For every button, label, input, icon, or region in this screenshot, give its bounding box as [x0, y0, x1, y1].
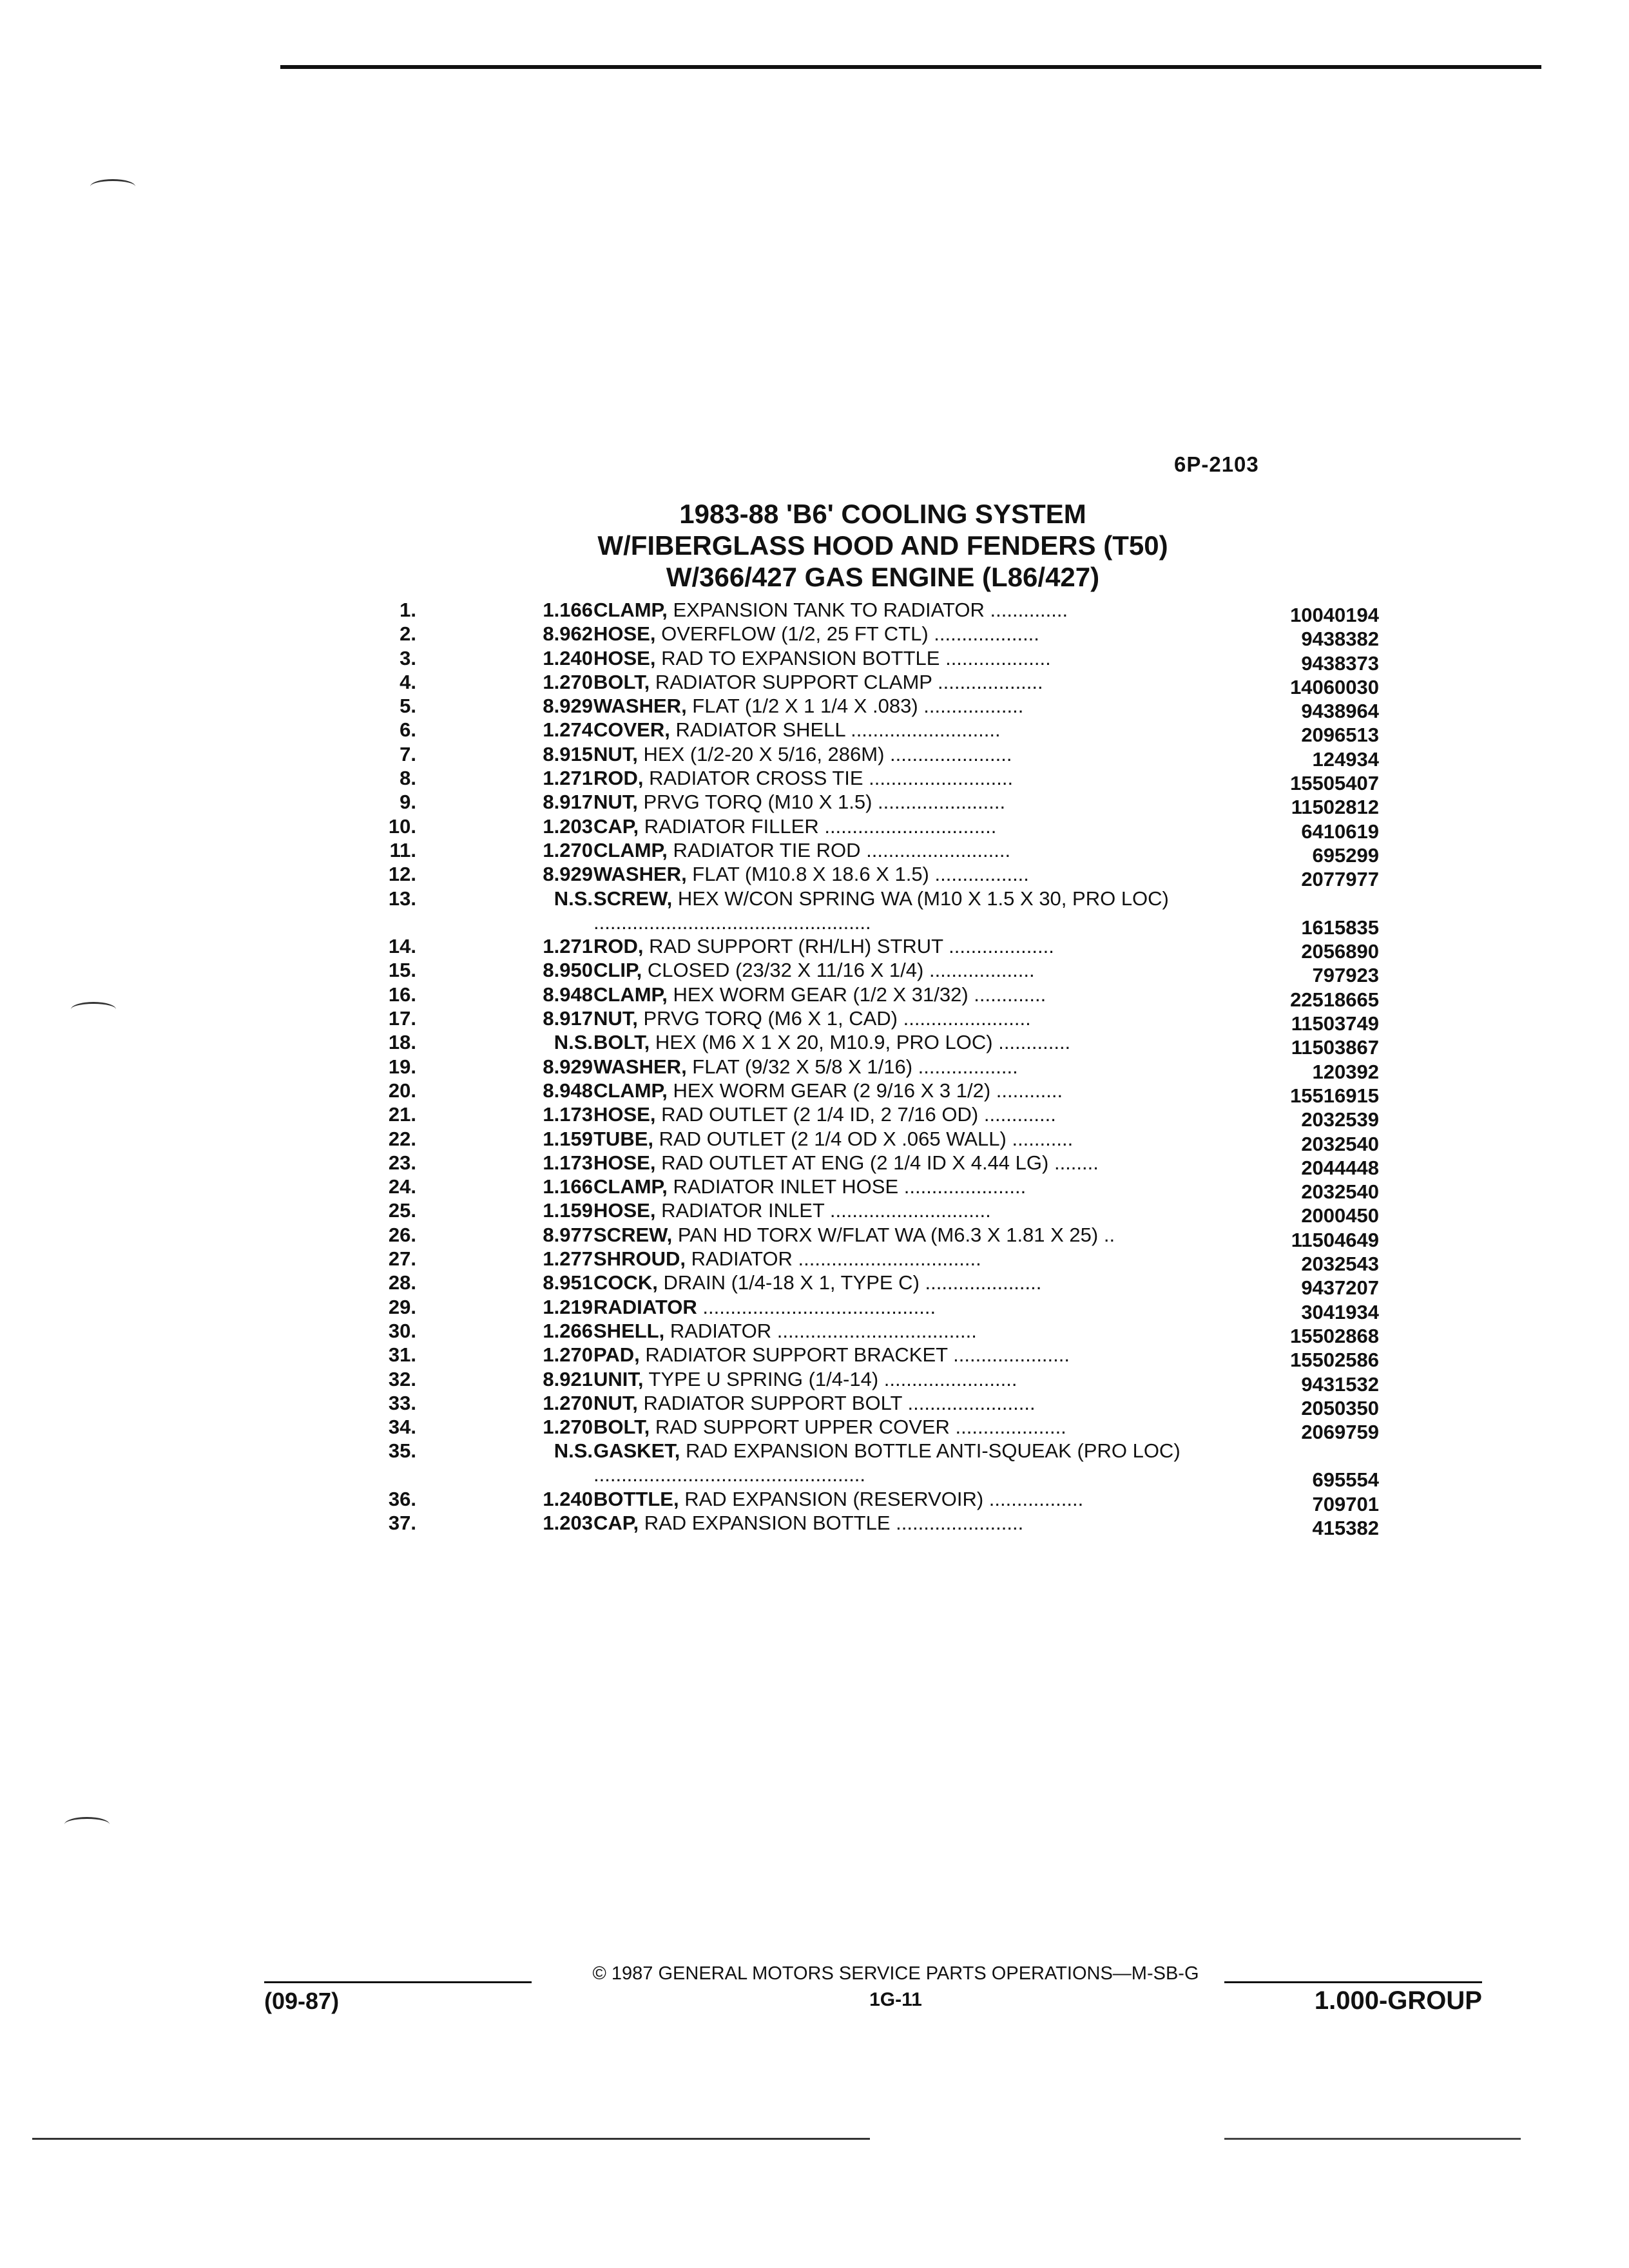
- group-number: 8.929: [543, 1055, 593, 1078]
- part-detail: PRVG TORQ (M6 X 1, CAD) .......................: [637, 1007, 1031, 1030]
- list-item: [361, 958, 1379, 987]
- part-detail: FLAT (9/32 X 5/8 X 1/16) ..................: [686, 1055, 1018, 1078]
- footer-group: 1.000-GROUP: [1314, 1986, 1482, 2015]
- list-item: [361, 1223, 1379, 1251]
- item-number: 3.: [400, 646, 416, 669]
- part-description: [593, 1030, 1238, 1054]
- list-item: [361, 814, 1379, 843]
- item-number: 17.: [388, 1007, 416, 1030]
- item-number: 34.: [388, 1416, 416, 1439]
- part-description: [593, 1391, 1238, 1415]
- part-name: CLIP,: [593, 959, 642, 982]
- group-number: 1.270: [543, 1391, 593, 1414]
- part-description: [593, 790, 1238, 814]
- item-number: 31.: [388, 1343, 416, 1367]
- part-number: 14060030: [1290, 675, 1379, 698]
- list-item: [361, 622, 1379, 651]
- part-description: [593, 1295, 1238, 1319]
- part-number: 9438382: [1301, 628, 1379, 651]
- list-item: [361, 1391, 1379, 1419]
- part-name: HOSE,: [593, 1151, 656, 1174]
- item-number: 14.: [388, 935, 416, 958]
- part-description: [593, 1102, 1238, 1126]
- group-number: 1.166: [543, 599, 593, 621]
- list-item: [361, 887, 1379, 939]
- item-number: 32.: [388, 1367, 416, 1390]
- item-number: 11.: [389, 838, 416, 861]
- item-number: 33.: [388, 1391, 416, 1414]
- page-title-line-3: W/366/427 GAS ENGINE (L86/427): [666, 562, 1100, 592]
- part-number: 2056890: [1301, 940, 1379, 963]
- list-item: [361, 1439, 1379, 1492]
- part-detail: RADIATOR FILLER ...............................: [639, 814, 997, 838]
- item-number: 10.: [388, 814, 416, 838]
- list-item: [361, 646, 1379, 675]
- part-detail: CLOSED (23/32 X 11/16 X 1/4) ...................: [642, 959, 1035, 982]
- part-number: 797923: [1312, 964, 1379, 987]
- part-number: 15505407: [1290, 772, 1379, 795]
- item-number: 29.: [388, 1295, 416, 1318]
- part-number: 415382: [1312, 1517, 1379, 1540]
- list-item: [361, 1295, 1379, 1323]
- part-number: 11503749: [1291, 1012, 1379, 1035]
- group-number: N.S.: [554, 887, 593, 910]
- part-detail: RAD OUTLET AT ENG (2 1/4 ID X 4.44 LG) ........: [655, 1151, 1099, 1174]
- group-number: 1.274: [543, 718, 593, 742]
- item-number: 19.: [388, 1055, 416, 1078]
- item-number: 27.: [388, 1247, 416, 1271]
- part-detail: RAD EXPANSION BOTTLE .......................: [639, 1512, 1024, 1535]
- page-title-line-1: 1983-88 'B6' COOLING SYSTEM: [679, 499, 1086, 529]
- part-description: [593, 887, 1238, 934]
- part-detail: RADIATOR ....................................: [664, 1319, 977, 1342]
- list-item: [361, 1127, 1379, 1155]
- group-number: 1.159: [543, 1199, 593, 1222]
- list-item: [361, 838, 1379, 867]
- part-detail: RAD EXPANSION (RESERVOIR) .................: [679, 1487, 1084, 1510]
- part-number: 709701: [1312, 1492, 1379, 1515]
- list-item: [361, 1102, 1379, 1131]
- list-item: [361, 694, 1379, 723]
- part-detail: RADIATOR SUPPORT CLAMP ...................: [650, 670, 1043, 693]
- bottom-rule-right: [1224, 2138, 1521, 2140]
- group-number: 1.219: [543, 1295, 593, 1318]
- group-number: 1.166: [543, 1175, 593, 1198]
- group-number: 1.240: [543, 646, 593, 669]
- list-item: [361, 862, 1379, 891]
- list-item: [361, 1006, 1379, 1035]
- part-number: 11502812: [1291, 796, 1379, 819]
- part-description: [593, 1271, 1238, 1294]
- group-number: 1.173: [543, 1151, 593, 1174]
- group-number: 8.948: [543, 983, 593, 1006]
- list-item: [361, 1079, 1379, 1107]
- part-description: [593, 1055, 1238, 1079]
- part-description: [593, 958, 1238, 982]
- part-number: 22518665: [1290, 988, 1379, 1011]
- part-detail: RADIATOR SUPPORT BOLT .......................: [637, 1391, 1036, 1414]
- item-number: 8.: [400, 767, 416, 790]
- group-number: 1.203: [543, 814, 593, 838]
- part-number: 15502868: [1290, 1324, 1379, 1347]
- part-description: [593, 1415, 1238, 1439]
- part-detail: RADIATOR INLET .............................: [655, 1199, 991, 1222]
- margin-mark: [64, 1817, 110, 1832]
- group-number: 1.270: [543, 670, 593, 693]
- group-number: 1.277: [543, 1247, 593, 1271]
- footer-copyright: © 1987 GENERAL MOTORS SERVICE PARTS OPERATIONS—M-SB-G: [592, 1963, 1199, 1984]
- group-number: 8.951: [543, 1271, 593, 1294]
- item-number: 22.: [388, 1127, 416, 1150]
- part-description: [593, 646, 1238, 670]
- part-name: WASHER,: [593, 863, 687, 886]
- part-detail: RAD EXPANSION BOTTLE ANTI-SQUEAK (PRO LOC) .................................................: [593, 1439, 1181, 1486]
- part-number: 9438964: [1301, 700, 1379, 723]
- bottom-rule: [32, 2138, 870, 2140]
- part-description: [593, 983, 1238, 1006]
- part-description: [593, 934, 1238, 958]
- group-number: 8.962: [543, 622, 593, 646]
- footer-date: (09-87): [264, 1988, 340, 2014]
- group-number: N.S.: [554, 1031, 593, 1054]
- part-description: [593, 718, 1238, 742]
- part-number: 695299: [1312, 843, 1379, 867]
- item-number: 21.: [388, 1103, 416, 1126]
- part-description: [593, 670, 1238, 694]
- item-number: 7.: [400, 742, 416, 765]
- document-number: 6P-2103: [1174, 452, 1259, 476]
- part-number: 2096513: [1301, 724, 1379, 747]
- part-detail: FLAT (1/2 X 1 1/4 X .083) ..................: [686, 695, 1024, 718]
- part-detail: PRVG TORQ (M10 X 1.5) .......................: [637, 791, 1006, 814]
- item-number: 6.: [400, 718, 416, 742]
- footer-rule-right: [1224, 1981, 1482, 1983]
- part-detail: HEX (1/2-20 X 5/16, 286M) ......................: [637, 742, 1012, 765]
- list-item: [361, 1175, 1379, 1204]
- item-number: 23.: [388, 1151, 416, 1174]
- part-number: 10040194: [1290, 604, 1379, 626]
- item-number: 24.: [388, 1175, 416, 1198]
- part-name: UNIT,: [593, 1367, 644, 1390]
- item-number: 26.: [388, 1223, 416, 1246]
- group-number: 1.203: [543, 1512, 593, 1535]
- list-item: [361, 1271, 1379, 1300]
- group-number: 8.977: [543, 1223, 593, 1246]
- part-name: BOLT,: [593, 670, 650, 693]
- item-number: 9.: [400, 791, 416, 814]
- item-number: 16.: [388, 983, 416, 1006]
- part-number: 2000450: [1301, 1204, 1379, 1227]
- parts-list: [361, 598, 1379, 1540]
- part-number: 9431532: [1301, 1372, 1379, 1396]
- part-name: SCREW,: [593, 887, 673, 910]
- part-name: BOLT,: [593, 1031, 650, 1054]
- item-number: 5.: [400, 695, 416, 718]
- part-name: CAP,: [593, 814, 639, 838]
- footer-page-number: 1G-11: [869, 1989, 922, 2010]
- page-title-line-2: W/FIBERGLASS HOOD AND FENDERS (T50): [597, 530, 1168, 561]
- group-number: 8.929: [543, 695, 593, 718]
- part-description: [593, 1247, 1238, 1271]
- part-name: TUBE,: [593, 1127, 653, 1150]
- part-description: [593, 1151, 1238, 1175]
- part-description: [593, 742, 1238, 766]
- item-number: 37.: [388, 1512, 416, 1535]
- item-number: 25.: [388, 1199, 416, 1222]
- group-number: N.S.: [554, 1439, 593, 1463]
- item-number: 18.: [388, 1031, 416, 1054]
- part-name: HOSE,: [593, 1103, 656, 1126]
- list-item: [361, 1511, 1379, 1540]
- list-item: [361, 1487, 1379, 1515]
- item-number: 30.: [388, 1319, 416, 1342]
- part-name: ROD,: [593, 767, 644, 790]
- group-number: 1.240: [543, 1487, 593, 1510]
- part-description: [593, 1367, 1238, 1391]
- part-detail: RADIATOR INLET HOSE ......................: [667, 1175, 1027, 1198]
- part-description: [593, 1198, 1238, 1222]
- part-number: 2032539: [1301, 1108, 1379, 1131]
- group-number: 1.266: [543, 1319, 593, 1342]
- group-number: 1.270: [543, 1416, 593, 1439]
- part-number: 695554: [1312, 1468, 1379, 1492]
- part-description: [593, 1175, 1238, 1198]
- part-description: [593, 1006, 1238, 1030]
- part-detail: HEX W/CON SPRING WA (M10 X 1.5 X 30, PRO LOC) ..................................................: [593, 887, 1169, 934]
- part-description: [593, 814, 1238, 838]
- group-number: 8.917: [543, 1007, 593, 1030]
- part-number: 9438373: [1301, 651, 1379, 675]
- list-item: [361, 1030, 1379, 1059]
- list-item: [361, 1247, 1379, 1276]
- part-number: 2050350: [1301, 1396, 1379, 1419]
- part-number: 2077977: [1301, 868, 1379, 891]
- item-number: 20.: [388, 1079, 416, 1102]
- part-description: [593, 622, 1238, 646]
- group-number: 8.917: [543, 791, 593, 814]
- part-detail: HEX WORM GEAR (1/2 X 31/32) .............: [667, 983, 1046, 1006]
- part-detail: RAD SUPPORT UPPER COVER ....................: [650, 1416, 1066, 1439]
- group-number: 1.270: [543, 838, 593, 861]
- part-name: WASHER,: [593, 695, 687, 718]
- part-number: 2044448: [1301, 1156, 1379, 1179]
- part-description: [593, 1079, 1238, 1102]
- part-detail: OVERFLOW (1/2, 25 FT CTL) ...................: [655, 622, 1039, 646]
- part-description: [593, 862, 1238, 886]
- list-item: [361, 1367, 1379, 1396]
- part-number: 2069759: [1301, 1421, 1379, 1444]
- part-name: HOSE,: [593, 622, 656, 646]
- list-item: [361, 1319, 1379, 1347]
- part-detail: HEX (M6 X 1 X 20, M10.9, PRO LOC) .............: [650, 1031, 1071, 1054]
- part-name: CAP,: [593, 1512, 639, 1535]
- list-item: [361, 598, 1379, 626]
- part-detail: RADIATOR SHELL ...........................: [670, 718, 1001, 742]
- list-item: [361, 790, 1379, 819]
- part-detail: TYPE U SPRING (1/4-14) ........................: [643, 1367, 1017, 1390]
- part-name: PAD,: [593, 1343, 640, 1367]
- item-number: 13.: [388, 887, 416, 910]
- margin-mark: [90, 179, 135, 194]
- group-number: 8.929: [543, 863, 593, 886]
- list-item: [361, 1198, 1379, 1227]
- list-item: [361, 934, 1379, 963]
- list-item: [361, 1055, 1379, 1083]
- part-detail: RAD TO EXPANSION BOTTLE ...................: [655, 646, 1051, 669]
- part-number: 6410619: [1301, 820, 1379, 843]
- item-number: 35.: [388, 1439, 416, 1463]
- part-name: CLAMP,: [593, 983, 668, 1006]
- part-description: [593, 1487, 1238, 1511]
- part-name: BOTTLE,: [593, 1487, 679, 1510]
- part-number: 2032543: [1301, 1253, 1379, 1276]
- part-detail: DRAIN (1/4-18 X 1, TYPE C) .....................: [657, 1271, 1042, 1294]
- list-item: [361, 718, 1379, 747]
- part-name: SCREW,: [593, 1223, 673, 1246]
- item-number: 1.: [400, 599, 416, 621]
- part-name: SHELL,: [593, 1319, 665, 1342]
- part-name: NUT,: [593, 1391, 638, 1414]
- part-detail: RAD SUPPORT (RH/LH) STRUT ...................: [643, 935, 1054, 958]
- part-name: HOSE,: [593, 646, 656, 669]
- list-item: [361, 670, 1379, 698]
- part-number: 11503867: [1291, 1036, 1379, 1059]
- part-description: [593, 838, 1238, 862]
- part-detail: RADIATOR SUPPORT BRACKET .....................: [639, 1343, 1070, 1367]
- part-name: BOLT,: [593, 1416, 650, 1439]
- part-description: [593, 694, 1238, 718]
- item-number: 2.: [400, 622, 416, 646]
- part-description: [593, 1343, 1238, 1367]
- part-number: 124934: [1312, 747, 1379, 771]
- group-number: 1.159: [543, 1127, 593, 1150]
- list-item: [361, 742, 1379, 771]
- group-number: 1.173: [543, 1103, 593, 1126]
- item-number: 15.: [388, 959, 416, 982]
- part-number: 1615835: [1301, 916, 1379, 939]
- part-name: COVER,: [593, 718, 670, 742]
- part-detail: RAD OUTLET (2 1/4 OD X .065 WALL) ...........: [653, 1127, 1074, 1150]
- list-item: [361, 1415, 1379, 1444]
- list-item: [361, 766, 1379, 795]
- part-name: GASKET,: [593, 1439, 680, 1463]
- part-number: 3041934: [1301, 1300, 1379, 1323]
- list-item: [361, 983, 1379, 1011]
- part-name: SHROUD,: [593, 1247, 686, 1271]
- part-number: 9437207: [1301, 1276, 1379, 1300]
- group-number: 1.271: [543, 935, 593, 958]
- part-detail: RADIATOR .................................: [685, 1247, 981, 1271]
- part-name: WASHER,: [593, 1055, 687, 1078]
- part-number: 2032540: [1301, 1132, 1379, 1155]
- part-name: NUT,: [593, 1007, 638, 1030]
- part-description: [593, 1223, 1238, 1247]
- group-number: 1.271: [543, 767, 593, 790]
- part-detail: HEX WORM GEAR (2 9/16 X 3 1/2) ............: [667, 1079, 1063, 1102]
- part-number: 11504649: [1291, 1228, 1379, 1251]
- part-name: CLAMP,: [593, 1079, 668, 1102]
- part-name: CLAMP,: [593, 838, 668, 861]
- group-number: 1.270: [543, 1343, 593, 1367]
- part-detail: EXPANSION TANK TO RADIATOR ..............: [667, 599, 1068, 621]
- part-name: ROD,: [593, 935, 644, 958]
- group-number: 8.950: [543, 959, 593, 982]
- item-number: 36.: [388, 1487, 416, 1510]
- item-number: 4.: [400, 670, 416, 693]
- part-description: [593, 598, 1238, 622]
- group-number: 8.921: [543, 1367, 593, 1390]
- part-detail: RAD OUTLET (2 1/4 ID, 2 7/16 OD) .............: [655, 1103, 1056, 1126]
- part-detail: ..........................................: [697, 1295, 936, 1318]
- part-description: [593, 1319, 1238, 1343]
- part-detail: PAN HD TORX W/FLAT WA (M6.3 X 1.81 X 25) ..: [672, 1223, 1115, 1246]
- part-name: HOSE,: [593, 1199, 656, 1222]
- group-number: 8.915: [543, 742, 593, 765]
- part-name: NUT,: [593, 791, 638, 814]
- part-detail: RADIATOR CROSS TIE ..........................: [643, 767, 1014, 790]
- part-detail: FLAT (M10.8 X 18.6 X 1.5) .................: [686, 863, 1029, 886]
- part-name: COCK,: [593, 1271, 658, 1294]
- part-description: [593, 1439, 1238, 1486]
- list-item: [361, 1151, 1379, 1179]
- part-number: 15502586: [1290, 1349, 1379, 1372]
- part-name: CLAMP,: [593, 599, 668, 621]
- item-number: 28.: [388, 1271, 416, 1294]
- item-number: 12.: [388, 863, 416, 886]
- part-name: RADIATOR: [593, 1295, 697, 1318]
- part-number: 120392: [1312, 1060, 1379, 1083]
- part-description: [593, 1511, 1238, 1535]
- top-rule: [280, 65, 1541, 69]
- part-name: CLAMP,: [593, 1175, 668, 1198]
- margin-mark: [71, 1002, 116, 1017]
- group-number: 8.948: [543, 1079, 593, 1102]
- part-name: NUT,: [593, 742, 638, 765]
- list-item: [361, 1343, 1379, 1372]
- footer-rule-left: [264, 1981, 532, 1983]
- part-description: [593, 766, 1238, 790]
- part-number: 2032540: [1301, 1180, 1379, 1204]
- part-description: [593, 1127, 1238, 1151]
- part-number: 15516915: [1290, 1084, 1379, 1107]
- part-detail: RADIATOR TIE ROD ..........................: [667, 838, 1011, 861]
